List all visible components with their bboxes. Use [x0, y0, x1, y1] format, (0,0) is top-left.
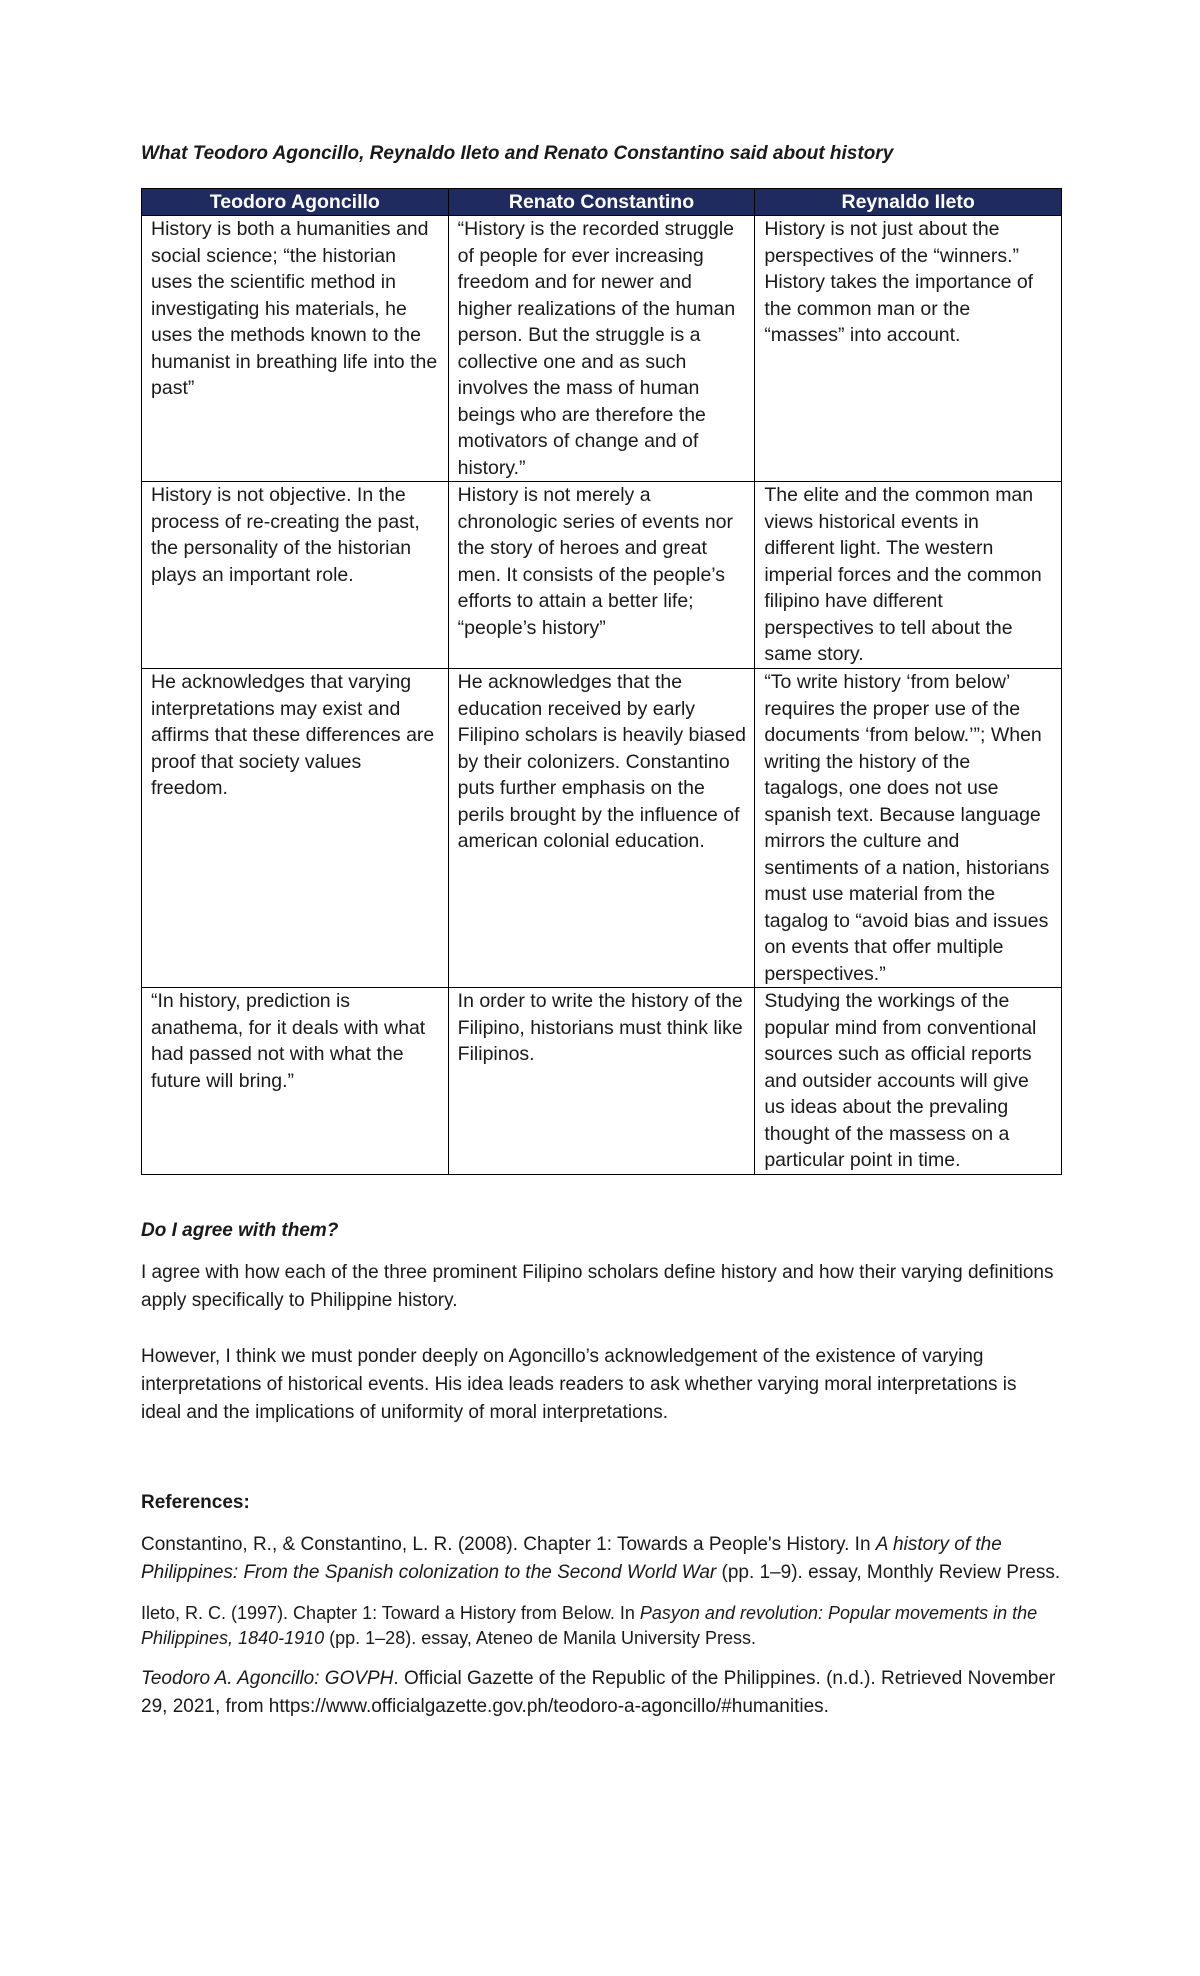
reference-item-ileto — [141, 1601, 1061, 1651]
table-row — [142, 669, 1062, 988]
table-cell-agoncillo: He acknowledges that varying interpretations may exist and affirms that these differences are proof that society values freedom. — [142, 669, 449, 988]
table-cell-ileto: “To write history ‘from below’ requires the proper use of the documents ‘from below.’”; When writing the history of the tagalogs, one does not use spanish text. Because language mirrors the culture and sentiments of a nation, historians must use material from the tagalog to “avoid bias and issues on events that offer multiple perspectives.” — [755, 669, 1062, 988]
table-cell-ileto: History is not just about the perspectives of the “winners.” History takes the importance of the common man or the “masses” into account. — [755, 216, 1062, 482]
reference-text: (pp. 1–9). essay, Monthly Review Press. — [716, 1562, 1061, 1583]
document-title: What Teodoro Agoncillo, Reynaldo Ileto and Renato Constantino said about history — [141, 143, 894, 164]
table-cell-agoncillo: History is both a humanities and social science; “the historian uses the scientific method in investigating his materials, he uses the methods known to the humanist in breathing life into the past” — [142, 216, 449, 482]
header-agoncillo: Teodoro Agoncillo — [142, 189, 449, 216]
opinion-heading: Do I agree with them? — [141, 1220, 339, 1241]
table-cell-constantino: In order to write the history of the Filipino, historians must think like Filipinos. — [448, 988, 755, 1175]
header-ileto: Reynaldo Ileto — [755, 189, 1062, 216]
references-heading: References: — [141, 1492, 250, 1513]
table-cell-constantino: He acknowledges that the education received by early Filipino scholars is heavily biased by their colonizers. Constantino puts further emphasis on the perils brought by the influence of american colonial education. — [448, 669, 755, 988]
reference-item-agoncillo — [141, 1665, 1061, 1721]
table-row — [142, 482, 1062, 669]
table-cell-agoncillo: “In history, prediction is anathema, for it deals with what had passed not with what the future will bring.” — [142, 988, 449, 1175]
reference-title: A history of the Philippines: From the Spanish colonization to the Second World War — [141, 1534, 1002, 1583]
table-header-row — [142, 189, 1062, 216]
table-cell-constantino: “History is the recorded struggle of people for ever increasing freedom and for newer and higher realizations of the human person. But the struggle is a collective one and as such involves the mass of human beings who are therefore the motivators of change and of history.” — [448, 216, 755, 482]
table-cell-ileto: Studying the workings of the popular mind from conventional sources such as official reports and outsider accounts will give us ideas about the prevaling thought of the massess on a particular point in time. — [755, 988, 1062, 1175]
opinion-paragraph: I agree with how each of the three prominent Filipino scholars define history and how their varying definitions apply specifically to Philippine history. — [141, 1262, 1054, 1311]
reference-text: Constantino, R., & Constantino, L. R. (2008). Chapter 1: Towards a People's History. In — [141, 1534, 876, 1555]
table-cell-constantino: History is not merely a chronologic series of events nor the story of heroes and great men. It consists of the people’s efforts to attain a better life; “people’s history” — [448, 482, 755, 669]
reference-title: Pasyon and revolution: Popular movements in the Philippines, 1840-1910 — [141, 1603, 1038, 1648]
table-row — [142, 216, 1062, 482]
historians-comparison-table — [141, 188, 1062, 1175]
reference-text: (pp. 1–28). essay, Ateneo de Manila University Press. — [324, 1628, 757, 1648]
document-page — [141, 140, 1061, 1735]
reference-text: Ileto, R. C. (1997). Chapter 1: Toward a History from Below. In — [141, 1603, 640, 1623]
table-row — [142, 988, 1062, 1175]
reference-text: . Official Gazette of the Republic of the Philippines. (n.d.). Retrieved November 29, 2021, from https://www.officialgazette.gov.ph/teodoro-a-agoncillo/#humanities. — [141, 1668, 1056, 1717]
reference-item-constantino — [141, 1531, 1061, 1587]
table-cell-agoncillo: History is not objective. In the process of re-creating the past, the personality of the historian plays an important role. — [142, 482, 449, 669]
reference-title: Teodoro A. Agoncillo: GOVPH — [141, 1668, 394, 1689]
table-cell-ileto: The elite and the common man views historical events in different light. The western imperial forces and the common filipino have different perspectives to tell about the same story. — [755, 482, 1062, 669]
opinion-paragraph: However, I think we must ponder deeply on Agoncillo’s acknowledgement of the existence of varying interpretations of historical events. His idea leads readers to ask whether varying moral interpretations is ideal and the implications of uniformity of moral interpretations. — [141, 1346, 1017, 1423]
header-constantino: Renato Constantino — [448, 189, 755, 216]
